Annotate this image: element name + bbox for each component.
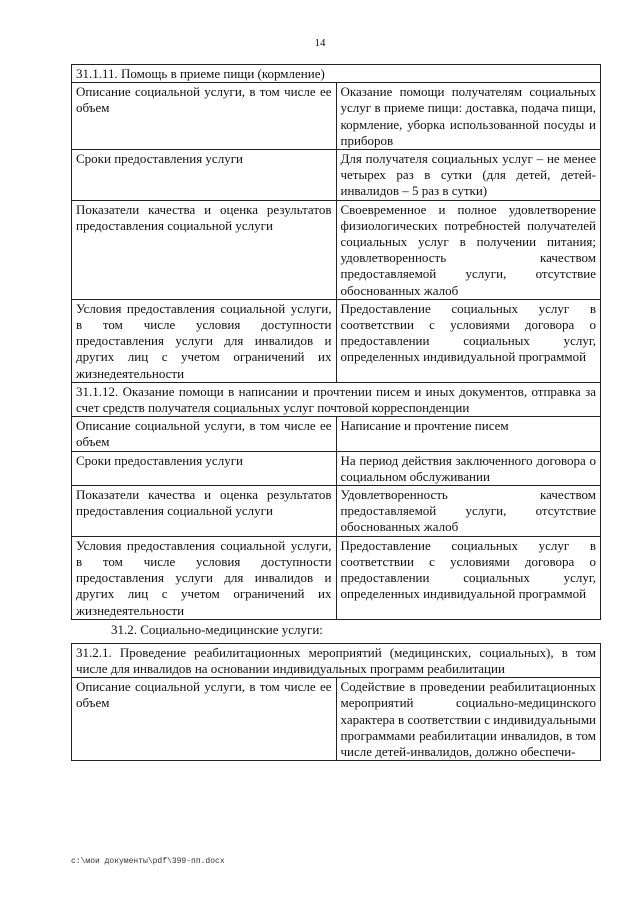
row-value: На период действия заключенного договора о социальном обслуживании bbox=[336, 451, 601, 485]
table-row bbox=[72, 486, 601, 537]
row-label: Описание социальной услуги, в том числе ее объем bbox=[72, 83, 337, 150]
row-label: Показатели качества и оценка результатов предоставления социальной услуги bbox=[72, 200, 337, 299]
row-value: Своевременное и полное удовлетворение физиологических потребностей получателей социальных услуг в получении питания; удовлетворенность качеством предоставляемой услуги, отсутствие обоснованных жалоб bbox=[336, 200, 601, 299]
row-value: Предоставление социальных услуг в соответствии с условиями договора о предоставлении социальных услуг, определенных индивидуальной программой bbox=[336, 299, 601, 382]
table-row bbox=[72, 150, 601, 201]
row-value: Содействие в проведении реабилитационных мероприятий социально-медицинского характера в соответствии с индивидуальными программами реабилитации инвалидов, в том числе детей-инвалидов, должно обеспечи- bbox=[336, 678, 601, 761]
document-body bbox=[71, 64, 601, 761]
table-row bbox=[72, 678, 601, 761]
row-label: Сроки предоставления услуги bbox=[72, 451, 337, 485]
row-value: Оказание помощи получателям социальных услуг в приеме пищи: доставка, подача пищи, кормление, уборка использованной посуды и приборов bbox=[336, 83, 601, 150]
row-label: Условия предоставления социальной услуги, в том числе условия доступности предоставления услуги для инвалидов и других лиц с учетом ограничений их жизнедеятельности bbox=[72, 536, 337, 619]
table-row bbox=[72, 382, 601, 416]
table-row bbox=[72, 83, 601, 150]
row-value: Написание и прочтение писем bbox=[336, 417, 601, 451]
page-number: 14 bbox=[314, 37, 326, 49]
table-row bbox=[72, 643, 601, 677]
section-heading-31-1-11: 31.1.11. Помощь в приеме пищи (кормление) bbox=[72, 65, 601, 83]
subsection-title: 31.2. Социально-медицинские услуги: bbox=[111, 621, 323, 637]
row-label: Описание социальной услуги, в том числе ее объем bbox=[72, 678, 337, 761]
table-row bbox=[72, 536, 601, 619]
services-table-2 bbox=[71, 643, 601, 761]
row-label: Показатели качества и оценка результатов предоставления социальной услуги bbox=[72, 486, 337, 537]
row-value: Удовлетворенность качеством предоставляемой услуги, отсутствие обоснованных жалоб bbox=[336, 486, 601, 537]
row-label: Описание социальной услуги, в том числе ее объем bbox=[72, 417, 337, 451]
row-label: Условия предоставления социальной услуги, в том числе условия доступности предоставления услуги для инвалидов и других лиц с учетом ограничений их жизнедеятельности bbox=[72, 299, 337, 382]
table-row bbox=[72, 299, 601, 382]
services-table-1 bbox=[71, 64, 601, 620]
table-row bbox=[72, 451, 601, 485]
section-heading-31-1-12: 31.1.12. Оказание помощи в написании и прочтении писем и иных документов, отправка за счет средств получателя социальных услуг почтовой корреспонденции bbox=[72, 382, 601, 416]
row-value: Для получателя социальных услуг – не менее четырех раз в сутки (для детей, детей-инвалидов – 5 раз в сутки) bbox=[336, 150, 601, 201]
section-heading-31-2-1: 31.2.1. Проведение реабилитационных мероприятий (медицинских, социальных), в том числе для инвалидов на основании индивидуальных программ реабилитации bbox=[72, 643, 601, 677]
table-row bbox=[72, 417, 601, 451]
table-row bbox=[72, 200, 601, 299]
table-row bbox=[72, 65, 601, 83]
row-label: Сроки предоставления услуги bbox=[72, 150, 337, 201]
row-value: Предоставление социальных услуг в соответствии с условиями договора о предоставлении социальных услуг, определенных индивидуальной программой bbox=[336, 536, 601, 619]
file-path-footer: c:\мои документы\pdf\399-пп.docx bbox=[71, 857, 225, 866]
